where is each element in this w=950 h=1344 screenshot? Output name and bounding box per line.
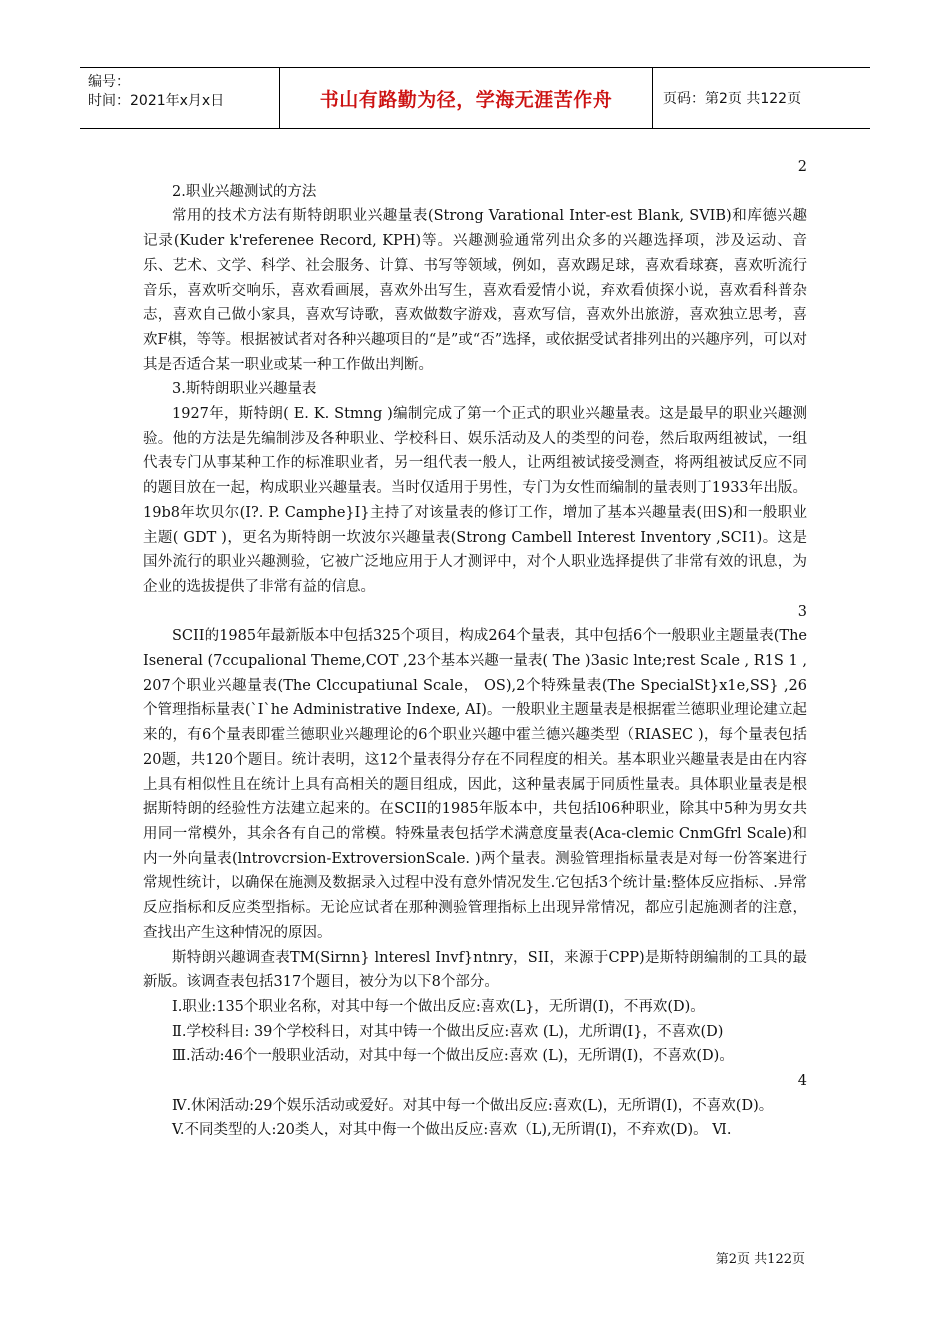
body-paragraph: 常用的技术方法有斯特朗职业兴趣量表(Strong Varational Inter-est Blank, SVIB)和库德兴趣记录(Kuder k'referenee Record, KPH)等。兴趣测验通常列出众多的兴趣选择项，涉及运动、音乐、艺术、文学、科学、社会服务、计算、书写等领域，例如，喜欢踢足球，喜欢看球赛，喜欢听流行音乐，喜欢听交响乐，喜欢看画展，喜欢外出写生，喜欢看爱情小说，弃欢看侦探小说，喜欢看科普杂志，喜欢自己做小家具，喜欢写诗歌，喜欢做数字游戏，喜欢写信，喜欢外出旅游，喜欢独立思考，喜欢F棋，等等。根据被试者对各种兴趣项目的“是”或“否”选择，或依据受试者排列出的兴趣序列，可以对其是否适合某一职业或某一种工作做出判断。 [143, 208, 807, 373]
body-paragraph: Ⅳ.休闲活动:29个娱乐活动或爱好。对其中每一个做出反应:喜欢(L)，无所谓(I)，不喜欢(D)。 [172, 1097, 774, 1114]
header-meta [80, 68, 280, 128]
section-heading: 2.职业兴趣测试的方法 [172, 183, 317, 200]
section-heading: 3.斯特朗职业兴趣量表 [172, 381, 317, 398]
header-motto: 书山有路勤为径，学海无涯苦作舟 [280, 68, 653, 128]
header-page-info: 页码：第2页 共122页 [663, 91, 802, 107]
page-header [80, 67, 870, 129]
body-paragraph: SCII的1985年最新版本中包括325个项目，构成264个量表，其中包括6个一般职业主题量表(The Iseneral (7ccupalional Theme,COT ,23个基本兴趣一量表( The )3asic lnte;rest Scale , R1S 1 , 207个职业兴趣量表(The Clccupatiunal Scale， OS),2个特殊量表(The SpecialSt}x1e,SS} ,26个管理指标量表(`I`he Administrative Indexe, AI)。一般职业主题量表是根据霍兰德职业理论建立起来的，有6个量表即霍兰德职业兴趣理论的6个职业兴趣中霍兰德兴趣类型（RIASEC )，每个量表包括20题，共120个题目。统计表明，这12个量表得分存在不同程度的相关。基本职业兴趣量表是由在内容上具有相似性且在统计上具有高相关的题目组成，因此，这种量表属于同质性量表。具体职业量表是根据斯特朗的经验性方法建立起来的。在SCII的1985年版本中，共包括l06种职业，除其中5种为男女共用同一常模外，其余各有自己的常模。特殊量表包括学术满意度量表(Aca-clemic CnmGfrl Scale)和内一外向量表(lntrovcrsion-ExtroversionScale. )两个量表。测验管理指标量表是对每一份答案进行常规性统计，以确保在施测及数据录入过程中没有意外情况发生.它包括3个统计量:整体反应指标、.异常反应指标和反应类型指标。无论应试者在那种测验管理指标上出现异常情况，都应引起施测者的注意，查找出产生这种情况的原因。 [143, 628, 807, 941]
body-paragraph: 1927年，斯特朗( E. K. Stmng )编制完成了第一个正式的职业兴趣量表。这是最早的职业兴趣测验。他的方法是先编制涉及各种职业、学校科日、娱乐活动及人的类型的问卷，然后取两组被试，一组代表专门从事某种工作的标准职业者，另一组代表一般人，让两组被试接受测查，将两组被试反应不同的题目放在一起，构成职业兴趣量表。当时仅适用于男性，专门为女性而编制的量表则丁1933年出版。19b8年坎贝尔(I?. P. Camphe}I}主持了对该量表的修订工作，增加了基本兴趣量表(田S)和一般职业主题( GDT )，更名为斯特朗一坎波尔兴趣量表(Strong Cambell Interest Inventory ,SCI1)。这是国外流行的职业兴趣测验，它被广泛地应用于人才测评中，对个人职业选择提供了非常有效的讯息，为企业的选拔提供了非常有益的信息。 [143, 406, 807, 595]
body-paragraph: 斯特朗兴趣调查表TM(Sirnn} lnteresl Invf}ntnry，SII，来源于CPP)是斯特朗编制的工具的最新版。该调查表包括317个题目，被分为以下8个部分。 [143, 949, 807, 991]
document-body [143, 155, 807, 1143]
document-time-label: 时间：2021年x月x日 [88, 93, 225, 109]
body-paragraph: Ⅱ.学校科目: 39个学校科日，对其中铸一个做出反应:喜欢 (L)，尤所谓(I}，不喜欢(D) [172, 1023, 724, 1040]
section-page-number: 4 [797, 1073, 807, 1090]
body-paragraph: V.不同类型的人:20类人，对其中侮一个做出反应:喜欢（L),无所谓(I)，不弃欢(D)。 Ⅵ. [172, 1122, 732, 1139]
section-page-number: 2 [797, 159, 807, 175]
body-paragraph: Ⅲ.活动:46个一般职业活动，对其中每一个做出反应:喜欢 (L)，无所谓(I)，不喜欢(D)。 [172, 1048, 734, 1065]
section-page-number: 3 [797, 603, 807, 620]
body-paragraph: Ⅰ.职业:135个职业名称，对其中每一个做出反应:喜欢(L}，无所谓(I)，不再欢(D)。 [172, 998, 705, 1015]
page-footer: 第2页 共122页 [715, 1252, 805, 1267]
document-number-label: 编号： [88, 74, 130, 90]
